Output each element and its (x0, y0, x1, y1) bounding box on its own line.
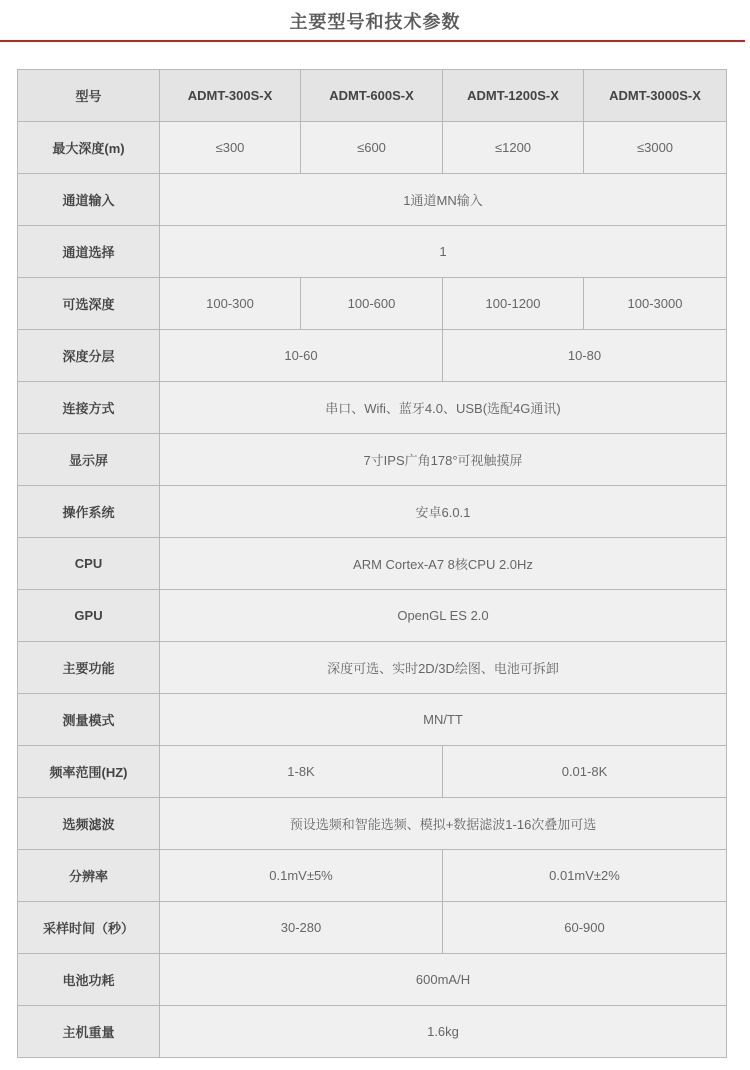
row-label-main-function: 主要功能 (18, 642, 160, 694)
model-col-3: ADMT-1200S-X (443, 70, 584, 122)
table-row (18, 642, 727, 694)
table-row (18, 122, 727, 174)
row-label-max-depth: 最大深度(m) (18, 122, 160, 174)
cell-cpu: ARM Cortex-A7 8核CPU 2.0Hz (160, 538, 727, 590)
model-col-2: ADMT-600S-X (301, 70, 443, 122)
row-label-model: 型号 (18, 70, 160, 122)
cell-max-depth-1: ≤300 (160, 122, 301, 174)
row-label-display: 显示屏 (18, 434, 160, 486)
spec-table (17, 69, 727, 1058)
cell-display: 7寸IPS广角178°可视触摸屏 (160, 434, 727, 486)
row-label-sample-time: 采样时间（秒） (18, 902, 160, 954)
row-label-freq-filter: 选频滤波 (18, 798, 160, 850)
cell-optional-depth-1: 100-300 (160, 278, 301, 330)
cell-measure-mode: MN/TT (160, 694, 727, 746)
table-row (18, 174, 727, 226)
cell-depth-layer-1: 10-60 (160, 330, 443, 382)
cell-freq-filter: 预设选频和智能选频、模拟+数据滤波1-16次叠加可选 (160, 798, 727, 850)
table-row (18, 382, 727, 434)
row-label-cpu: CPU (18, 538, 160, 590)
table-row (18, 330, 727, 382)
table-row (18, 1006, 727, 1058)
table-row (18, 538, 727, 590)
table-row (18, 902, 727, 954)
cell-optional-depth-4: 100-3000 (584, 278, 727, 330)
row-label-optional-depth: 可选深度 (18, 278, 160, 330)
cell-resolution-1: 0.1mV±5% (160, 850, 443, 902)
model-col-4: ADMT-3000S-X (584, 70, 727, 122)
cell-depth-layer-2: 10-80 (443, 330, 727, 382)
row-label-connection: 连接方式 (18, 382, 160, 434)
cell-sample-time-1: 30-280 (160, 902, 443, 954)
cell-gpu: OpenGL ES 2.0 (160, 590, 727, 642)
cell-connection: 串口、Wifi、蓝牙4.0、USB(选配4G通讯) (160, 382, 727, 434)
cell-freq-range-1: 1-8K (160, 746, 443, 798)
cell-channel-select: 1 (160, 226, 727, 278)
table-row (18, 798, 727, 850)
table-row (18, 954, 727, 1006)
cell-weight: 1.6kg (160, 1006, 727, 1058)
row-label-freq-range: 频率范围(HZ) (18, 746, 160, 798)
table-header-row (18, 70, 727, 122)
table-row (18, 226, 727, 278)
row-label-depth-layer: 深度分层 (18, 330, 160, 382)
table-row (18, 590, 727, 642)
cell-sample-time-2: 60-900 (443, 902, 727, 954)
table-row (18, 486, 727, 538)
cell-max-depth-4: ≤3000 (584, 122, 727, 174)
cell-max-depth-3: ≤1200 (443, 122, 584, 174)
cell-channel-input: 1通道MN输入 (160, 174, 727, 226)
row-label-weight: 主机重量 (18, 1006, 160, 1058)
page-title: 主要型号和技术参数 (289, 12, 461, 33)
row-label-os: 操作系统 (18, 486, 160, 538)
cell-os: 安卓6.0.1 (160, 486, 727, 538)
table-row (18, 850, 727, 902)
row-label-battery: 电池功耗 (18, 954, 160, 1006)
cell-optional-depth-3: 100-1200 (443, 278, 584, 330)
row-label-channel-select: 通道选择 (18, 226, 160, 278)
cell-battery: 600mA/H (160, 954, 727, 1006)
table-row (18, 746, 727, 798)
table-row (18, 694, 727, 746)
title-divider (0, 40, 745, 42)
table-row (18, 434, 727, 486)
model-col-1: ADMT-300S-X (160, 70, 301, 122)
cell-main-function: 深度可选、实时2D/3D绘图、电池可拆卸 (160, 642, 727, 694)
cell-resolution-2: 0.01mV±2% (443, 850, 727, 902)
cell-max-depth-2: ≤600 (301, 122, 443, 174)
cell-optional-depth-2: 100-600 (301, 278, 443, 330)
table-row (18, 278, 727, 330)
row-label-channel-input: 通道输入 (18, 174, 160, 226)
row-label-gpu: GPU (18, 590, 160, 642)
row-label-resolution: 分辨率 (18, 850, 160, 902)
cell-freq-range-2: 0.01-8K (443, 746, 727, 798)
row-label-measure-mode: 测量模式 (18, 694, 160, 746)
